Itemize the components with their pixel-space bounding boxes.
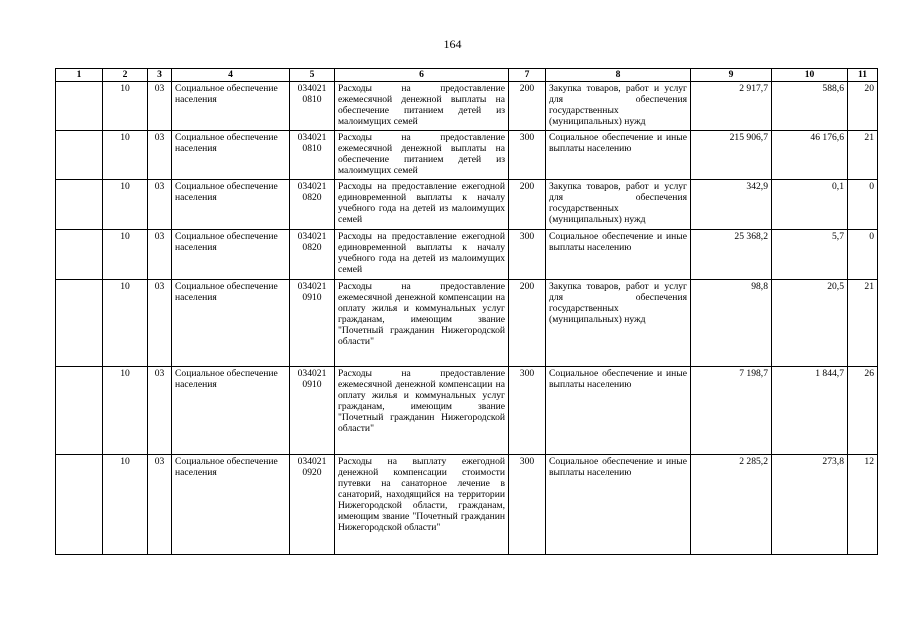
- cell-amount-actual: 0,1: [772, 180, 848, 230]
- cell-expense-name: Социальное обеспечение и иные выплаты населению: [546, 455, 691, 555]
- cell-section: 10: [103, 367, 148, 455]
- cell-expense-name: Закупка товаров, работ и услуг для обеспечения государственных (муниципальных) нужд: [546, 82, 691, 131]
- cell-amount-actual: 5,7: [772, 230, 848, 280]
- cell-description: Расходы на предоставление ежемесячной денежной выплаты на обеспечение питанием детей из малоимущих семей: [335, 131, 509, 180]
- cell-expense-type: 200: [509, 280, 546, 367]
- cell-percent: 21: [848, 280, 878, 367]
- cell-description: Расходы на предоставление ежемесячной денежной компенсации на оплату жилья и коммунальных услуг гражданам, имеющим звание "Почетный гражданин Нижегородской области": [335, 367, 509, 455]
- table-row: [56, 131, 878, 180]
- table-row: [56, 280, 878, 367]
- cell-col1: [56, 230, 103, 280]
- cell-section-name: Социальное обеспечение населения: [172, 82, 290, 131]
- cell-target-code: 034021 0910: [290, 367, 335, 455]
- cell-col1: [56, 367, 103, 455]
- cell-description: Расходы на предоставление ежегодной единовременной выплаты к началу учебного года на детей из малоимущих семей: [335, 180, 509, 230]
- cell-expense-name: Социальное обеспечение и иные выплаты населению: [546, 367, 691, 455]
- cell-subsection: 03: [148, 180, 172, 230]
- cell-amount-plan: 2 285,2: [691, 455, 772, 555]
- header-row: [56, 69, 878, 82]
- cell-description: Расходы на предоставление ежемесячной денежной выплаты на обеспечение питанием детей из малоимущих семей: [335, 82, 509, 131]
- cell-expense-type: 300: [509, 367, 546, 455]
- cell-target-code: 034021 0820: [290, 180, 335, 230]
- cell-col1: [56, 280, 103, 367]
- cell-percent: 26: [848, 367, 878, 455]
- cell-section-name: Социальное обеспечение населения: [172, 455, 290, 555]
- cell-amount-plan: 7 198,7: [691, 367, 772, 455]
- cell-amount-actual: 273,8: [772, 455, 848, 555]
- cell-expense-type: 300: [509, 230, 546, 280]
- col-header-3: 3: [148, 69, 172, 82]
- cell-section-name: Социальное обеспечение населения: [172, 230, 290, 280]
- cell-col1: [56, 180, 103, 230]
- cell-amount-plan: 98,8: [691, 280, 772, 367]
- cell-percent: 0: [848, 180, 878, 230]
- cell-percent: 21: [848, 131, 878, 180]
- cell-target-code: 034021 0820: [290, 230, 335, 280]
- table-row: [56, 180, 878, 230]
- table-row: [56, 367, 878, 455]
- cell-subsection: 03: [148, 280, 172, 367]
- cell-expense-name: Социальное обеспечение и иные выплаты населению: [546, 131, 691, 180]
- cell-subsection: 03: [148, 455, 172, 555]
- page-number: 164: [443, 37, 462, 51]
- cell-section: 10: [103, 280, 148, 367]
- cell-section-name: Социальное обеспечение населения: [172, 280, 290, 367]
- col-header-11: 11: [848, 69, 878, 82]
- cell-description: Расходы на предоставление ежемесячной денежной компенсации на оплату жилья и коммунальных услуг гражданам, имеющим звание "Почетный гражданин Нижегородской области": [335, 280, 509, 367]
- cell-amount-plan: 215 906,7: [691, 131, 772, 180]
- col-header-6: 6: [335, 69, 509, 82]
- cell-target-code: 034021 0920: [290, 455, 335, 555]
- col-header-2: 2: [103, 69, 148, 82]
- cell-target-code: 034021 0810: [290, 82, 335, 131]
- table-row: [56, 82, 878, 131]
- col-header-10: 10: [772, 69, 848, 82]
- cell-section: 10: [103, 230, 148, 280]
- cell-section-name: Социальное обеспечение населения: [172, 131, 290, 180]
- cell-description: Расходы на выплату ежегодной денежной компенсации стоимости путевки на санаторное лечение в санаторий, находящийся на территории Нижегородской области, гражданам, имеющим звание "Почетный гражданин Нижегородской области": [335, 455, 509, 555]
- cell-amount-actual: 1 844,7: [772, 367, 848, 455]
- cell-expense-type: 200: [509, 82, 546, 131]
- cell-percent: 20: [848, 82, 878, 131]
- cell-percent: 0: [848, 230, 878, 280]
- cell-col1: [56, 82, 103, 131]
- cell-section-name: Социальное обеспечение населения: [172, 367, 290, 455]
- cell-subsection: 03: [148, 82, 172, 131]
- cell-target-code: 034021 0810: [290, 131, 335, 180]
- cell-section: 10: [103, 455, 148, 555]
- cell-expense-type: 200: [509, 180, 546, 230]
- col-header-9: 9: [691, 69, 772, 82]
- cell-expense-name: Закупка товаров, работ и услуг для обеспечения государственных (муниципальных) нужд: [546, 280, 691, 367]
- col-header-4: 4: [172, 69, 290, 82]
- cell-col1: [56, 455, 103, 555]
- cell-section-name: Социальное обеспечение населения: [172, 180, 290, 230]
- cell-target-code: 034021 0910: [290, 280, 335, 367]
- cell-amount-plan: 25 368,2: [691, 230, 772, 280]
- cell-percent: 12: [848, 455, 878, 555]
- cell-amount-plan: 2 917,7: [691, 82, 772, 131]
- cell-expense-type: 300: [509, 131, 546, 180]
- cell-expense-name: Закупка товаров, работ и услуг для обеспечения государственных (муниципальных) нужд: [546, 180, 691, 230]
- cell-expense-name: Социальное обеспечение и иные выплаты населению: [546, 230, 691, 280]
- cell-amount-plan: 342,9: [691, 180, 772, 230]
- cell-subsection: 03: [148, 131, 172, 180]
- cell-subsection: 03: [148, 367, 172, 455]
- cell-amount-actual: 20,5: [772, 280, 848, 367]
- col-header-8: 8: [546, 69, 691, 82]
- col-header-1: 1: [56, 69, 103, 82]
- cell-expense-type: 300: [509, 455, 546, 555]
- cell-section: 10: [103, 180, 148, 230]
- cell-section: 10: [103, 131, 148, 180]
- table-row: [56, 455, 878, 555]
- cell-description: Расходы на предоставление ежегодной единовременной выплаты к началу учебного года на детей из малоимущих семей: [335, 230, 509, 280]
- cell-col1: [56, 131, 103, 180]
- cell-amount-actual: 46 176,6: [772, 131, 848, 180]
- budget-table: [55, 68, 878, 555]
- cell-subsection: 03: [148, 230, 172, 280]
- col-header-5: 5: [290, 69, 335, 82]
- cell-section: 10: [103, 82, 148, 131]
- col-header-7: 7: [509, 69, 546, 82]
- table-row: [56, 230, 878, 280]
- cell-amount-actual: 588,6: [772, 82, 848, 131]
